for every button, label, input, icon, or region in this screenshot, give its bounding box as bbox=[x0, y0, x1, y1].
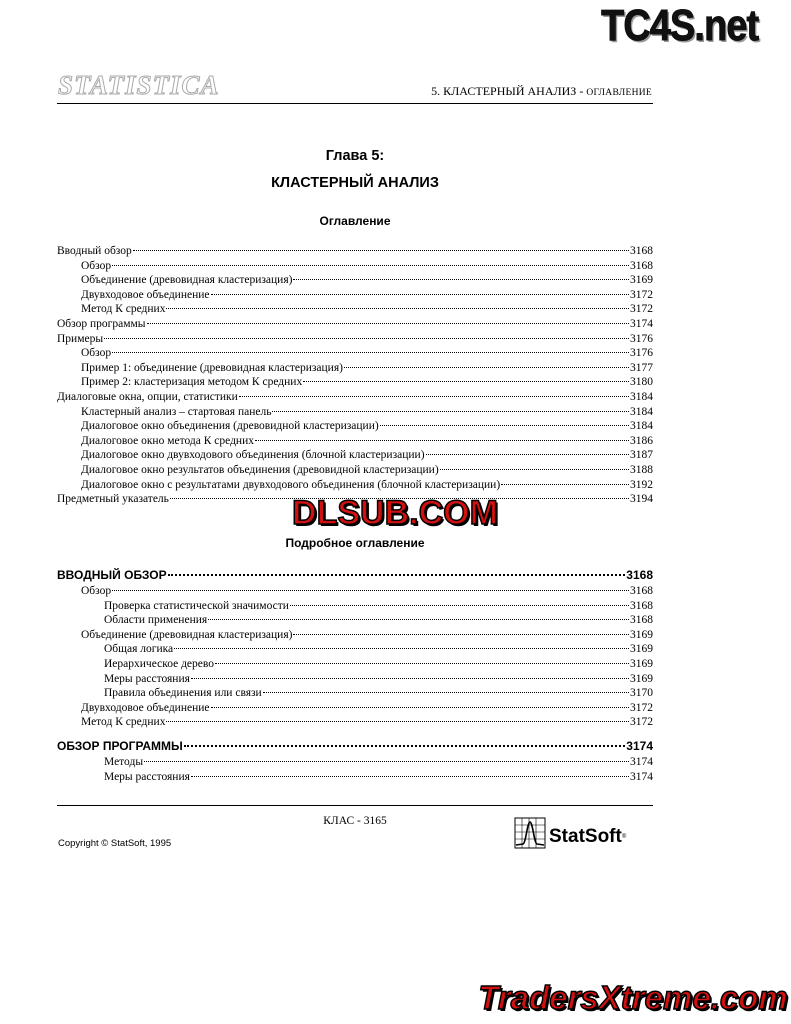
toc-entry-page: 3169 bbox=[630, 657, 653, 670]
toc-entry-page: 3168 bbox=[630, 259, 653, 272]
toc-spacer bbox=[57, 730, 653, 737]
toc-entry bbox=[57, 346, 653, 361]
toc-entry-title: Меры расстояния bbox=[104, 672, 190, 685]
toc-entry-title: Кластерный анализ – стартовая панель bbox=[81, 405, 272, 418]
toc-entry-page: 3169 bbox=[630, 643, 653, 656]
toc-entry-title: Диалоговое окно метода К средних bbox=[81, 434, 254, 447]
toc-entry-page: 3172 bbox=[630, 716, 653, 729]
toc-dot-leader bbox=[174, 648, 629, 649]
toc-entry-page: 3172 bbox=[630, 303, 653, 316]
toc-entry-page: 3176 bbox=[630, 332, 653, 345]
toc-entry bbox=[57, 715, 653, 730]
toc-entry-title: Методы bbox=[104, 755, 144, 768]
toc-entry bbox=[57, 405, 653, 420]
toc-entry-page: 3172 bbox=[630, 288, 653, 301]
toc-dot-leader bbox=[104, 338, 629, 339]
toc-entry bbox=[57, 770, 653, 785]
toc-entry bbox=[57, 390, 653, 405]
toc-dot-leader bbox=[112, 352, 629, 353]
toc-entry-title: Обзор bbox=[81, 585, 112, 597]
toc-entry bbox=[57, 701, 653, 716]
toc-dot-leader bbox=[166, 308, 629, 309]
toc-entry-page: 3180 bbox=[630, 376, 653, 389]
statsoft-wordmark bbox=[549, 827, 626, 847]
toc-entry-title: Правила объединения или связи bbox=[104, 687, 262, 700]
toc-entry bbox=[57, 448, 653, 463]
toc-entry-page: 3184 bbox=[630, 390, 653, 403]
watermark-dlsub: DLSUB.COM bbox=[292, 494, 498, 532]
toc-entry bbox=[57, 288, 653, 303]
detailed-toc-heading: Подробное оглавление bbox=[285, 536, 425, 550]
toc-entry-title: Области применения bbox=[104, 614, 208, 627]
toc-entry-title: Метод К средних bbox=[81, 716, 166, 729]
toc-entry-page: 3174 bbox=[630, 770, 653, 783]
toc-entry bbox=[57, 599, 653, 614]
toc-dot-leader bbox=[215, 663, 629, 664]
toc-dot-leader bbox=[344, 367, 629, 368]
toc-entry-title: Объединение (древовидная кластеризация) bbox=[81, 628, 293, 641]
toc-entry-page: 3169 bbox=[630, 628, 653, 641]
toc-entry bbox=[57, 273, 653, 288]
toc-entry-page: 3194 bbox=[630, 493, 653, 506]
toc-entry-title: Обзор bbox=[81, 347, 112, 360]
toc-dot-leader bbox=[303, 381, 629, 382]
statsoft-name: StatSoft bbox=[549, 826, 622, 847]
toc-entry-page: 3184 bbox=[630, 405, 653, 418]
toc-dot-leader bbox=[166, 721, 629, 722]
table-of-contents bbox=[57, 244, 653, 507]
toc-entry bbox=[57, 244, 653, 259]
toc-entry bbox=[57, 419, 653, 434]
toc-entry bbox=[57, 755, 653, 770]
watermark-tradersxtreme: TradersXtreme.com bbox=[478, 979, 788, 1016]
toc-heading: Оглавление bbox=[319, 214, 391, 228]
toc-dot-leader bbox=[380, 425, 629, 426]
toc-entry-title: Иерархическое дерево bbox=[104, 657, 214, 670]
toc-entry bbox=[57, 434, 653, 449]
toc-entry-title: Диалоговое окно двувходового объединения (блочной кластеризации) bbox=[81, 449, 425, 462]
toc-dot-leader bbox=[144, 761, 629, 762]
toc-entry-page: 3174 bbox=[630, 317, 653, 330]
toc-entry-page: 3168 bbox=[630, 245, 653, 257]
toc-entry-page: 3169 bbox=[630, 672, 653, 685]
toc-dot-leader bbox=[191, 776, 629, 777]
toc-entry-title: Обзор bbox=[81, 259, 112, 272]
toc-dot-leader bbox=[133, 250, 629, 251]
toc-entry bbox=[57, 584, 653, 599]
running-header bbox=[431, 84, 652, 100]
toc-entry-title: Предметный указатель bbox=[57, 493, 169, 506]
toc-entry-title: Обзор программы bbox=[57, 317, 146, 330]
registered-mark: ® bbox=[621, 834, 627, 840]
toc-dot-leader bbox=[191, 678, 629, 679]
toc-entry-page: 3172 bbox=[630, 701, 653, 714]
toc-entry bbox=[57, 642, 653, 657]
toc-entry-title: Двувходовое объединение bbox=[81, 288, 210, 301]
toc-entry bbox=[57, 332, 653, 347]
toc-dot-leader bbox=[168, 574, 626, 576]
toc-entry bbox=[57, 657, 653, 672]
toc-entry-title: Вводный обзор bbox=[57, 245, 132, 257]
chapter-title: КЛАСТЕРНЫЙ АНАЛИЗ bbox=[271, 175, 439, 191]
toc-dot-leader bbox=[184, 745, 626, 747]
page-number: КЛАС - 3165 bbox=[323, 815, 387, 827]
toc-dot-leader bbox=[147, 323, 629, 324]
toc-entry bbox=[57, 302, 653, 317]
toc-entry-page: 3184 bbox=[630, 420, 653, 433]
toc-dot-leader bbox=[255, 440, 629, 441]
toc-entry bbox=[57, 737, 653, 755]
statsoft-logo bbox=[514, 817, 626, 849]
watermark-tc4s: TC4S.net bbox=[601, 1, 759, 50]
footer-rule bbox=[57, 805, 653, 806]
toc-dot-leader bbox=[112, 265, 629, 266]
running-header-subtitle: ОГЛАВЛЕНИЕ bbox=[586, 88, 652, 98]
toc-dot-leader bbox=[263, 692, 629, 693]
toc-entry-page: 3174 bbox=[626, 738, 653, 753]
toc-entry-page: 3186 bbox=[630, 434, 653, 447]
toc-entry bbox=[57, 686, 653, 701]
toc-entry-title: Диалоговое окно объединения (древовидной кластеризации) bbox=[81, 420, 379, 433]
toc-dot-leader bbox=[440, 469, 629, 470]
toc-entry-title: ОБЗОР ПРОГРАММЫ bbox=[57, 738, 183, 753]
toc-dot-leader bbox=[501, 484, 629, 485]
toc-dot-leader bbox=[208, 619, 629, 620]
copyright-notice: Copyright © StatSoft, 1995 bbox=[58, 838, 172, 849]
toc-dot-leader bbox=[290, 605, 629, 606]
toc-entry-page: 3187 bbox=[630, 449, 653, 462]
toc-dot-leader bbox=[426, 454, 629, 455]
toc-entry bbox=[57, 463, 653, 478]
detailed-table-of-contents bbox=[57, 566, 653, 784]
toc-entry bbox=[57, 672, 653, 687]
toc-entry-title: Проверка статистической значимости bbox=[104, 599, 289, 612]
toc-dot-leader bbox=[112, 590, 629, 591]
toc-dot-leader bbox=[293, 279, 629, 280]
toc-dot-leader bbox=[272, 411, 629, 412]
chapter-number: Глава 5: bbox=[325, 148, 385, 164]
toc-entry-title: Пример 1: объединение (древовидная кластеризация) bbox=[81, 361, 343, 374]
toc-entry bbox=[57, 628, 653, 643]
toc-entry-title: Примеры bbox=[57, 332, 104, 345]
toc-entry-title: Диалоговое окно с результатами двувходового объединения (блочной кластеризации) bbox=[81, 478, 501, 491]
toc-entry-page: 3168 bbox=[626, 568, 653, 582]
toc-entry-title: Меры расстояния bbox=[104, 770, 190, 783]
toc-entry-title: Пример 2: кластеризация методом К средних bbox=[81, 376, 303, 389]
toc-entry-title: Объединение (древовидная кластеризация) bbox=[81, 274, 293, 287]
header-rule bbox=[57, 103, 653, 104]
toc-entry-page: 3174 bbox=[630, 755, 653, 768]
toc-entry-page: 3176 bbox=[630, 347, 653, 360]
toc-entry bbox=[57, 566, 653, 584]
toc-entry-page: 3192 bbox=[630, 478, 653, 491]
toc-entry-page: 3188 bbox=[630, 463, 653, 476]
toc-entry-title: Диалоговое окно результатов объединения (древовидной кластеризации) bbox=[81, 463, 439, 476]
toc-entry bbox=[57, 259, 653, 274]
toc-entry-page: 3169 bbox=[630, 274, 653, 287]
toc-dot-leader bbox=[211, 707, 629, 708]
toc-entry-page: 3168 bbox=[630, 599, 653, 612]
toc-entry bbox=[57, 375, 653, 390]
toc-entry bbox=[57, 613, 653, 628]
toc-entry-title: Метод К средних bbox=[81, 303, 166, 316]
toc-entry-page: 3170 bbox=[630, 687, 653, 700]
running-header-title: 5. КЛАСТЕРНЫЙ АНАЛИЗ - bbox=[431, 84, 587, 98]
toc-entry-page: 3168 bbox=[630, 614, 653, 627]
toc-entry bbox=[57, 361, 653, 376]
toc-entry-title: Общая логика bbox=[104, 643, 174, 656]
toc-entry bbox=[57, 478, 653, 493]
toc-entry-title: ВВОДНЫЙ ОБЗОР bbox=[57, 568, 167, 582]
toc-dot-leader bbox=[293, 634, 629, 635]
toc-entry-title: Диалоговые окна, опции, статистики bbox=[57, 390, 238, 403]
statistica-logo: STATISTICA bbox=[58, 70, 220, 100]
toc-entry bbox=[57, 317, 653, 332]
toc-entry-title: Двувходовое объединение bbox=[81, 701, 210, 714]
toc-entry-page: 3168 bbox=[630, 585, 653, 597]
toc-dot-leader bbox=[239, 396, 629, 397]
statsoft-chart-icon bbox=[514, 817, 546, 849]
toc-dot-leader bbox=[211, 294, 629, 295]
toc-entry-page: 3177 bbox=[630, 361, 653, 374]
